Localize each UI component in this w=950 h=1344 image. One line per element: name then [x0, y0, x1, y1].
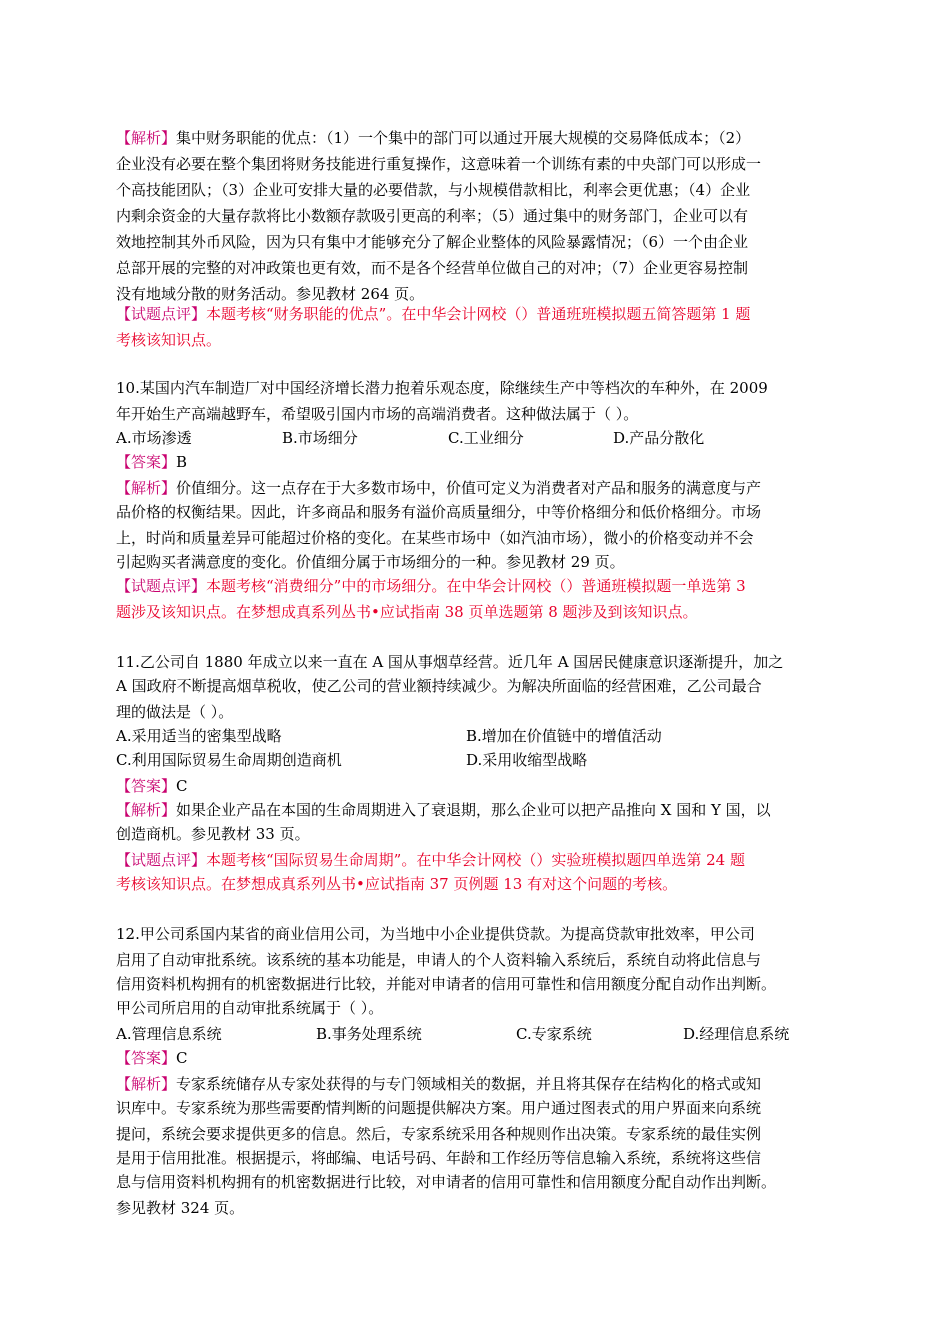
analysis-tag: 【解析】 — [116, 1075, 177, 1093]
analysis-line: 个高技能团队；（3）企业可安排大量的必要借款，与小规模借款相比，利率会更优惠；（4）企业 — [116, 181, 751, 199]
option-a: A.市场渗透 — [116, 429, 192, 447]
analysis-line: 总部开展的完整的对冲政策也更有效，而不是各个经营单位做自己的对冲；（7）企业更容易控制 — [116, 259, 749, 277]
answer-line: 【答案】B — [116, 453, 188, 471]
option-a: A.采用适当的密集型战略 — [116, 727, 282, 745]
option-b: B.增加在价值链中的增值活动 — [466, 727, 662, 745]
analysis-line: 识库中。专家系统为那些需要酌情判断的问题提供解决方案。用户通过图表式的用户界面来向系统 — [116, 1099, 762, 1117]
analysis-line: 参见教材 324 页。 — [116, 1199, 245, 1217]
analysis-line: 上，时尚和质量差异可能超过价格的变化。在某些市场中（如汽油市场），微小的价格变动并不会 — [116, 529, 754, 547]
analysis-line: 品价格的权衡结果。因此，许多商品和服务有溢价高质量细分，中等价格细分和低价格细分。市场 — [116, 503, 762, 521]
option-c: C.专家系统 — [516, 1025, 592, 1043]
option-d: D.产品分散化 — [613, 429, 705, 447]
analysis-line: 提问，系统会要求提供更多的信息。然后，专家系统采用各种规则作出决策。专家系统的最佳实例 — [116, 1125, 762, 1143]
analysis-line: 【解析】价值细分。这一点存在于大多数市场中，价值可定义为消费者对产品和服务的满意度与产 — [116, 479, 762, 497]
option-c: C.利用国际贸易生命周期创造商机 — [116, 751, 342, 769]
question-stem: A 国政府不断提高烟草税收，使乙公司的营业额持续减少。为解决所面临的经营困难，乙公司最合 — [116, 677, 762, 695]
question-stem: 启用了自动审批系统。该系统的基本功能是，申请人的个人资料输入系统后，系统自动将此信息与 — [116, 951, 762, 969]
option-d: D.经理信息系统 — [683, 1025, 790, 1043]
comment-tag: 【试题点评】 — [116, 305, 207, 323]
comment-line: 【试题点评】本题考核“国际贸易生命周期”。在中华会计网校（）实验班模拟题四单选第 24 题 — [116, 851, 745, 869]
analysis-line: 【解析】集中财务职能的优点：（1）一个集中的部门可以通过开展大规模的交易降低成本；（2） — [116, 129, 751, 147]
comment-line: 考核该知识点。在梦想成真系列丛书•应试指南 37 页例题 13 有对这个问题的考核。 — [116, 875, 678, 893]
analysis-tag: 【解析】 — [116, 479, 177, 497]
question-stem: 甲公司所启用的自动审批系统属于（ ）。 — [116, 999, 384, 1017]
analysis-line: 是用于信用批准。根据提示，将邮编、电话号码、年龄和工作经历等信息输入系统，系统将这些信 — [116, 1149, 762, 1167]
answer-tag: 【答案】 — [116, 453, 177, 471]
answer-tag: 【答案】 — [116, 1049, 177, 1067]
analysis-line: 企业没有必要在整个集团将财务技能进行重复操作，这意味着一个训练有素的中央部门可以形成一 — [116, 155, 762, 173]
option-c: C.工业细分 — [448, 429, 524, 447]
question-stem: 11.乙公司自 1880 年成立以来一直在 A 国从事烟草经营。近几年 A 国居民健康意识逐渐提升，加之 — [116, 653, 784, 671]
analysis-line: 息与信用资料机构拥有的机密数据进行比较，对申请者的信用可靠性和信用额度分配自动作出判断。 — [116, 1173, 777, 1191]
analysis-tag: 【解析】 — [116, 801, 177, 819]
analysis-line: 引起购买者满意度的变化。价值细分属于市场细分的一种。参见教材 29 页。 — [116, 553, 625, 571]
comment-line: 考核该知识点。 — [116, 331, 222, 349]
question-stem: 信用资料机构拥有的机密数据进行比较，并能对申请者的信用可靠性和信用额度分配自动作出判断。 — [116, 975, 777, 993]
comment-line: 【试题点评】本题考核“财务职能的优点”。在中华会计网校（）普通班班模拟题五简答题第 1 题 — [116, 305, 751, 323]
option-b: B.市场细分 — [282, 429, 358, 447]
answer-line: 【答案】C — [116, 1049, 188, 1067]
analysis-line: 内剩余资金的大量存款将比小数额存款吸引更高的利率；（5）通过集中的财务部门，企业可以有 — [116, 207, 749, 225]
analysis-line: 没有地域分散的财务活动。参见教材 264 页。 — [116, 285, 425, 303]
comment-tag: 【试题点评】 — [116, 577, 207, 595]
analysis-line: 效地控制其外币风险，因为只有集中才能够充分了解企业整体的风险暴露情况；（6）一个由企业 — [116, 233, 749, 251]
comment-line: 【试题点评】本题考核“消费细分”中的市场细分。在中华会计网校（）普通班模拟题一单选第 3 — [116, 577, 746, 595]
question-stem: 年开始生产高端越野车，希望吸引国内市场的高端消费者。这种做法属于（ ）。 — [116, 405, 639, 423]
option-b: B.事务处理系统 — [316, 1025, 422, 1043]
question-stem: 12.甲公司系国内某省的商业信用公司，为当地中小企业提供贷款。为提高贷款审批效率，甲公司 — [116, 925, 755, 943]
answer-line: 【答案】C — [116, 777, 188, 795]
comment-line: 题涉及该知识点。在梦想成真系列丛书•应试指南 38 页单选题第 8 题涉及到该知识点。 — [116, 603, 698, 621]
analysis-line: 【解析】专家系统储存从专家处获得的与专门领域相关的数据，并且将其保存在结构化的格式或知 — [116, 1075, 762, 1093]
question-stem: 10.某国内汽车制造厂对中国经济增长潜力抱着乐观态度，除继续生产中等档次的车种外，在 2009 — [116, 379, 768, 397]
option-d: D.采用收缩型战略 — [466, 751, 588, 769]
analysis-line: 创造商机。参见教材 33 页。 — [116, 825, 310, 843]
analysis-line: 【解析】如果企业产品在本国的生命周期进入了衰退期，那么企业可以把产品推向 X 国和 Y 国，以 — [116, 801, 771, 819]
comment-tag: 【试题点评】 — [116, 851, 207, 869]
option-a: A.管理信息系统 — [116, 1025, 222, 1043]
analysis-tag: 【解析】 — [116, 129, 177, 147]
question-stem: 理的做法是（ ）。 — [116, 703, 234, 721]
answer-tag: 【答案】 — [116, 777, 177, 795]
